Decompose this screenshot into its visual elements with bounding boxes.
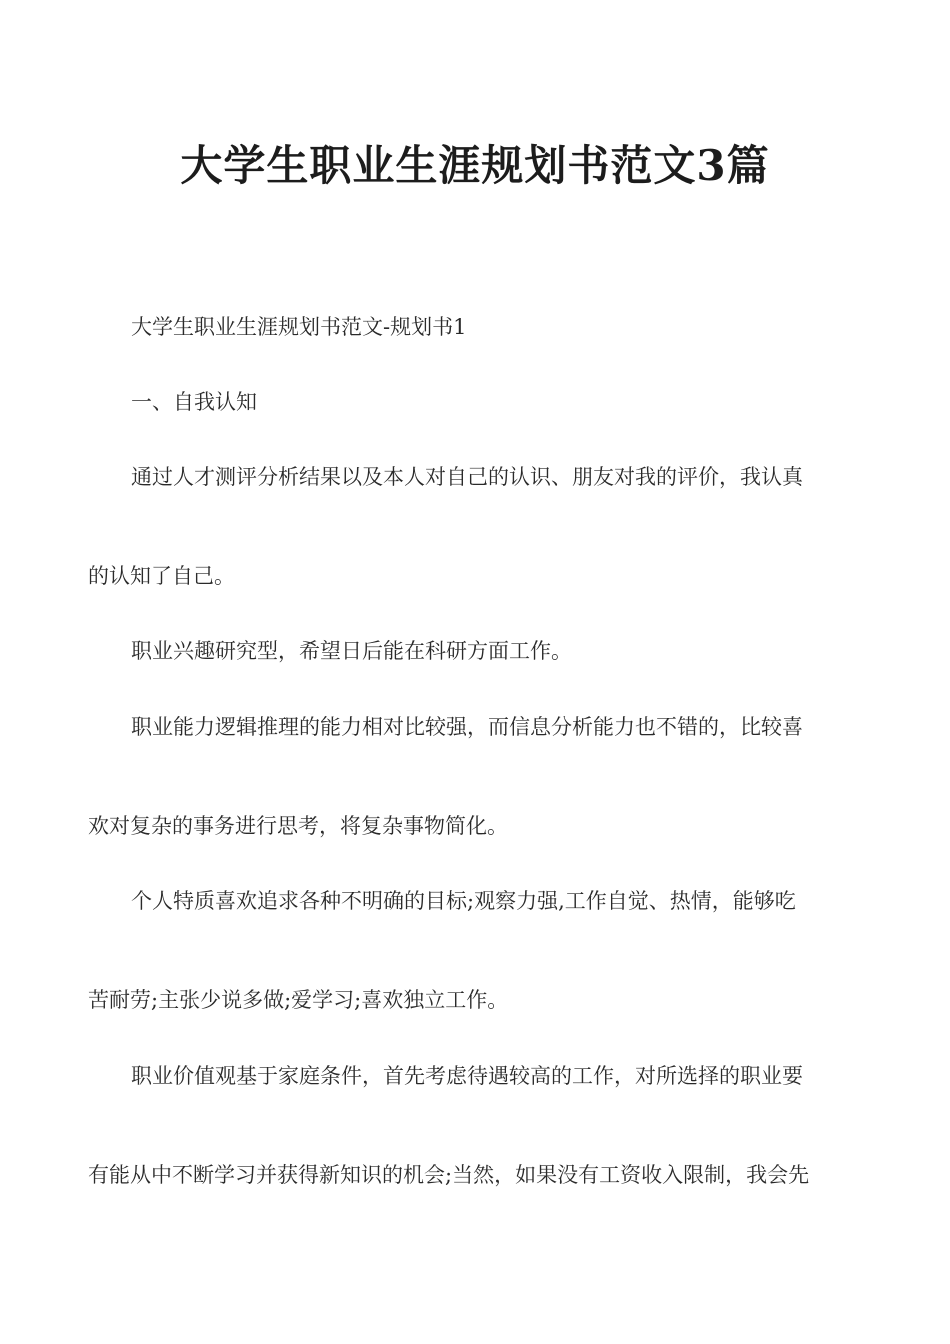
paragraph-line: 的认知了自己。 [88,564,235,588]
paragraph-line: 个人特质喜欢追求各种不明确的目标;观察力强,工作自觉、热情，能够吃 [131,889,796,913]
paragraph-line: 欢对复杂的事务进行思考，将复杂事物简化。 [88,814,508,838]
document-title: 大学生职业生涯规划书范文3篇 [180,141,770,190]
paragraph-line: 职业兴趣研究型，希望日后能在科研方面工作。 [131,639,572,663]
paragraph-line: 苦耐劳;主张少说多做;爱学习;喜欢独立工作。 [88,988,509,1012]
paragraph-line: 有能从中不断学习并获得新知识的机会;当然，如果没有工资收入限制，我会先 [88,1163,810,1187]
subsection-heading-self-awareness: 一、自我认知 [131,390,257,414]
paragraph-line: 通过人才测评分析结果以及本人对自己的认识、朋友对我的评价，我认真 [131,465,803,489]
paragraph-line: 职业价值观基于家庭条件，首先考虑待遇较高的工作，对所选择的职业要 [131,1064,803,1088]
paragraph-line: 职业能力逻辑推理的能力相对比较强，而信息分析能力也不错的，比较喜 [131,715,803,739]
section-heading-plan-1: 大学生职业生涯规划书范文-规划书1 [131,315,467,339]
